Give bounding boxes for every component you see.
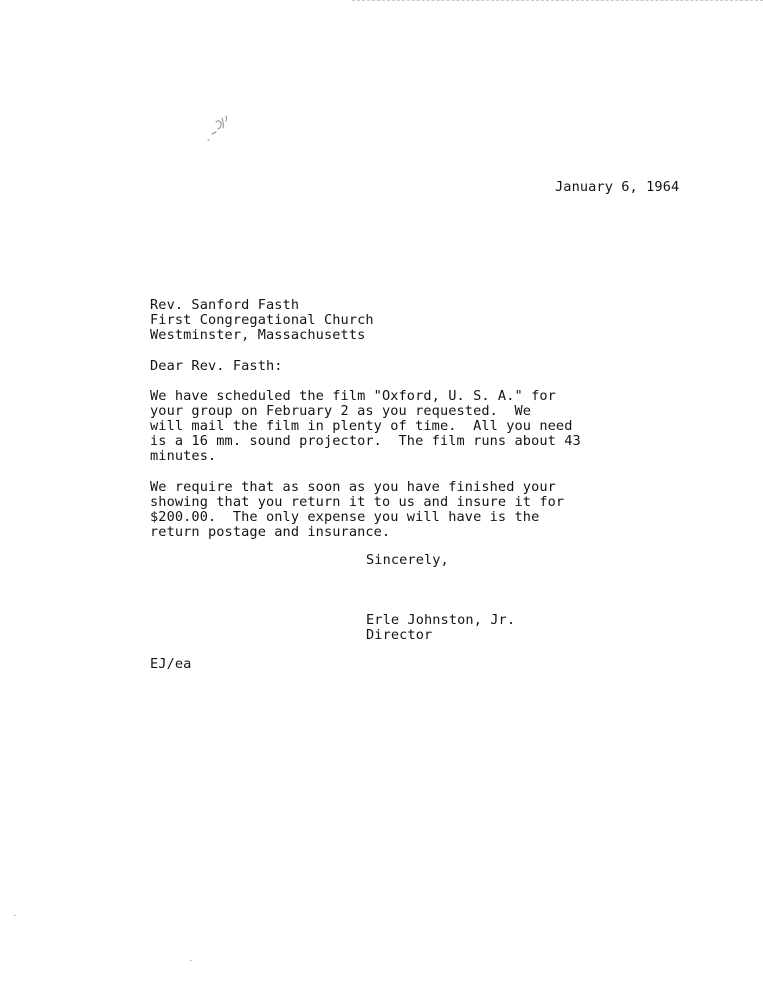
signer-title: Director [366, 627, 433, 643]
body-paragraph-2 [150, 480, 564, 540]
salutation-text: Dear Rev. Fasth: [150, 358, 283, 374]
closing [366, 553, 449, 568]
pencil-mark [204, 112, 238, 146]
paragraph-line: is a 16 mm. sound projector. The film runs about 43 [150, 433, 581, 449]
salutation [150, 359, 283, 374]
letter-date: January 6, 1964 [555, 179, 680, 195]
recipient-name: Rev. Sanford Fasth [150, 297, 300, 313]
reference-initials [150, 657, 191, 672]
signer-name: Erle Johnston, Jr. [366, 612, 516, 628]
paragraph-line: return postage and insurance. [150, 524, 391, 540]
page-edge-rule [352, 0, 763, 1]
speck [14, 915, 16, 916]
paragraph-line: We have scheduled the film "Oxford, U. S. A." for [150, 388, 556, 404]
recipient-address [150, 298, 374, 343]
paragraph-line: showing that you return it to us and insure it for [150, 494, 565, 510]
speck [190, 960, 192, 961]
recipient-organization: First Congregational Church [150, 312, 374, 328]
body-paragraph-1 [150, 389, 581, 464]
closing-text: Sincerely, [366, 552, 449, 568]
recipient-location: Westminster, Massachusetts [150, 327, 366, 343]
paragraph-line: We require that as soon as you have finished your [150, 479, 556, 495]
signature-block [366, 613, 515, 643]
paragraph-line: $200.00. The only expense you will have is the [150, 509, 540, 525]
paragraph-line: minutes. [150, 448, 217, 464]
initials-text: EJ/ea [150, 656, 192, 672]
paragraph-line: your group on February 2 as you requested. We [150, 403, 532, 419]
paragraph-line: will mail the film in plenty of time. All you need [150, 418, 573, 434]
